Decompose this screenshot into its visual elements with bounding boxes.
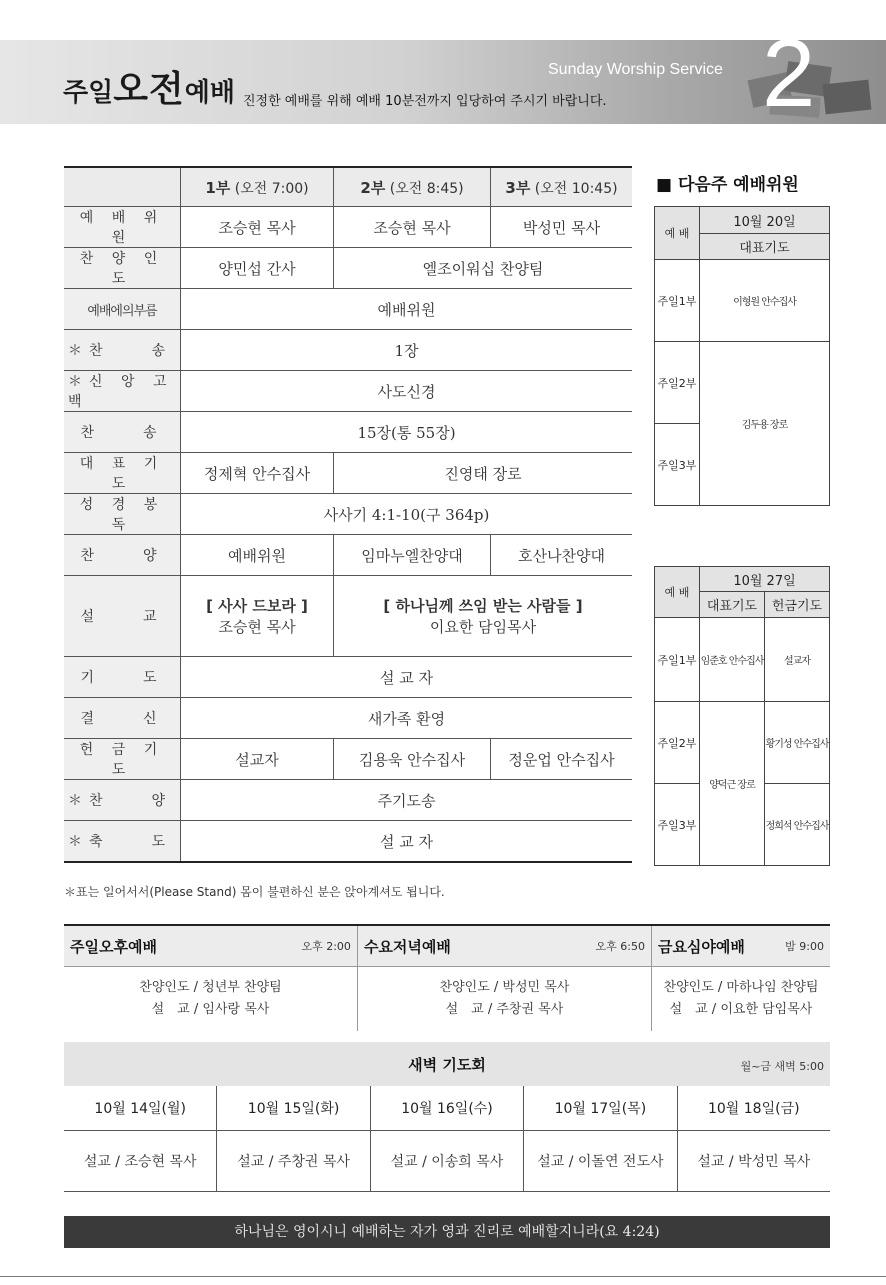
- cell: 사도신경: [181, 371, 633, 412]
- date-head: 10월 20일: [700, 207, 830, 234]
- title-main: 오전: [113, 69, 185, 110]
- table-row: [64, 739, 632, 780]
- service-name: 수요저녁예배: [357, 925, 541, 967]
- service-line: 설 교 / 임사랑 목사: [151, 1002, 270, 1017]
- services-header-row: [64, 925, 830, 967]
- next-week-table-1: [654, 206, 830, 506]
- service-line: 찬양인도 / 마하나임 찬양팀: [663, 980, 819, 995]
- cell: 주기도송: [181, 780, 633, 821]
- header-service-3: 3부 (오전 10:45): [491, 167, 633, 207]
- title-suffix: 예배: [184, 78, 236, 108]
- table-row: [64, 821, 632, 863]
- cell: 정운업 안수집사: [491, 739, 633, 780]
- worship-order-table: [64, 166, 632, 863]
- row-label: 찬 양 인 도: [64, 248, 181, 289]
- table-row: [64, 698, 632, 739]
- cell: 새가족 환영: [181, 698, 633, 739]
- dawn-preacher: 설교 / 이송희 목사: [370, 1131, 523, 1192]
- assignee: 황기성 안수집사: [765, 702, 830, 784]
- row-label: 성 경 봉 독: [64, 494, 181, 535]
- row-label: 헌 금 기 도: [64, 739, 181, 780]
- service-time: 오후 6:50: [541, 925, 651, 967]
- stand-note: ＊표는 일어서서(Please Stand) 몸이 불편하신 분은 앉아계셔도 됩니다.: [64, 885, 445, 899]
- cell: 조승현 목사: [334, 207, 491, 248]
- table-row: [64, 453, 632, 494]
- service-name: 주일오후예배: [64, 925, 247, 967]
- dawn-date: 10월 18일(금): [677, 1086, 830, 1131]
- table-row: [64, 780, 632, 821]
- cell: 사사기 4:1-10(구 364p): [181, 494, 633, 535]
- service-time: 오후 2:00: [247, 925, 357, 967]
- row-label: ＊신 앙 고 백: [64, 371, 181, 412]
- dawn-date-row: [64, 1086, 830, 1131]
- dawn-prayer-table: [64, 1086, 830, 1192]
- row-label: ＊찬 양: [64, 780, 181, 821]
- service-name: 금요심야예배: [651, 925, 772, 967]
- service-detail: [651, 967, 830, 1032]
- page-title: [63, 70, 235, 116]
- other-services-table: [64, 924, 830, 1031]
- cell: 김용욱 안수집사: [334, 739, 491, 780]
- row-label: 대 표 기 도: [64, 453, 181, 494]
- dawn-preacher-row: [64, 1131, 830, 1192]
- header-service-2: 2부 (오전 8:45): [334, 167, 491, 207]
- header-service-1: 1부 (오전 7:00): [181, 167, 334, 207]
- cell: 예배위원: [181, 289, 633, 330]
- role-head: 대표기도: [700, 592, 765, 618]
- role-head: 헌금기도: [765, 592, 830, 618]
- service-detail: [64, 967, 357, 1032]
- next-week-title: ■ 다음주 예배위원: [656, 175, 799, 195]
- cell: 예배위원: [181, 535, 334, 576]
- dawn-preacher: 설교 / 조승현 목사: [83, 1154, 197, 1170]
- table-row: [64, 535, 632, 576]
- bible-verse-banner: 하나님은 영이시니 예배하는 자가 영과 진리로 예배할지니라(요 4:24): [64, 1216, 830, 1248]
- role-head: 대표기도: [700, 234, 830, 260]
- header-blank: [64, 167, 181, 207]
- service-label: 주일1부: [655, 260, 700, 342]
- row-label: 찬 송: [64, 412, 181, 453]
- table-row: [64, 494, 632, 535]
- row-label: ＊찬 송: [64, 330, 181, 371]
- table-row: [64, 207, 632, 248]
- cell: 임마누엘찬양대: [334, 535, 491, 576]
- service-line: 설 교 / 이요한 담임목사: [669, 1002, 813, 1017]
- bottom-divider: [0, 1276, 886, 1277]
- service-detail: [357, 967, 651, 1032]
- cell: 1장: [181, 330, 633, 371]
- assignee: 설교자: [765, 618, 830, 702]
- cell: 조승현 목사: [181, 207, 334, 248]
- row-label: 기 도: [64, 657, 181, 698]
- row-label: 예배에의부름: [64, 289, 181, 330]
- next-week-table-2: [654, 566, 830, 866]
- assignee: 양덕근 장로: [700, 702, 765, 866]
- sermon-title-1: [ 사사 드보라 ]: [206, 597, 308, 615]
- assignee: 이형원 안수집사: [700, 260, 830, 342]
- column-head: 예 배: [655, 567, 700, 618]
- cell: 엘조이워십 찬양팀: [334, 248, 633, 289]
- service-label: 주일2부: [655, 342, 700, 424]
- row-label: 예 배 위 원: [64, 207, 181, 248]
- title-prefix: 주일: [63, 78, 114, 108]
- table-row: [64, 248, 632, 289]
- sermon-preacher-23: 이요한 담임목사: [429, 618, 537, 636]
- service-label: 주일2부: [655, 702, 700, 784]
- service-label: 주일3부: [655, 784, 700, 866]
- assignee: 김두용 장로: [700, 342, 830, 506]
- row-label: 찬 양: [64, 535, 181, 576]
- assignee: 정희석 안수집사: [765, 784, 830, 866]
- table-row: [64, 371, 632, 412]
- cell: [181, 576, 334, 657]
- row-label: 결 신: [64, 698, 181, 739]
- service-time: 밤 9:00: [772, 925, 830, 967]
- cell: 설교자: [181, 739, 334, 780]
- table-row: [64, 289, 632, 330]
- sermon-title-23: [ 하나님께 쓰임 받는 사람들 ]: [383, 597, 583, 615]
- cell: [334, 576, 633, 657]
- row-label: ＊축 도: [64, 821, 181, 863]
- service-label: 주일3부: [655, 424, 700, 506]
- dawn-preacher: 설교 / 박성민 목사: [677, 1131, 830, 1192]
- row-label: 설 교: [64, 576, 181, 657]
- english-title: Sunday Worship Service: [548, 61, 723, 78]
- service-line: 찬양인도 / 박성민 목사: [439, 980, 570, 995]
- cell: 양민섭 간사: [181, 248, 334, 289]
- table-row: [64, 657, 632, 698]
- table-row: [64, 576, 632, 657]
- cell: 설 교 자: [181, 657, 633, 698]
- service-line: 찬양인도 / 청년부 찬양팀: [139, 980, 282, 995]
- page-number: 2: [762, 20, 816, 127]
- cell: 정제혁 안수집사: [181, 453, 334, 494]
- service-label: 주일1부: [655, 618, 700, 702]
- date-head: 10월 27일: [700, 567, 830, 592]
- dawn-date: 10월 15일(화): [217, 1086, 370, 1131]
- sermon-preacher-1: 조승현 목사: [218, 618, 296, 636]
- cell: 진영태 장로: [334, 453, 633, 494]
- dawn-date: 10월 17일(목): [524, 1086, 677, 1131]
- table-row: [64, 330, 632, 371]
- cell: 설 교 자: [181, 821, 633, 863]
- services-body-row: [64, 967, 830, 1032]
- assignee: 임준호 안수집사: [700, 618, 765, 702]
- dawn-preacher: 설교 / 주창권 목사: [217, 1131, 370, 1192]
- table-row: [64, 412, 632, 453]
- table-header-row: [64, 167, 632, 207]
- cell: 15장(통 55장): [181, 412, 633, 453]
- column-head: 예 배: [655, 207, 700, 260]
- cell: 박성민 목사: [491, 207, 633, 248]
- dawn-preacher: 설교 / 이돌연 전도사: [524, 1131, 677, 1192]
- dawn-prayer-time: 월~금 새벽 5:00: [740, 1060, 824, 1073]
- arrival-note: 진정한 예배를 위해 예배 10분전까지 입당하여 주시기 바랍니다.: [243, 94, 607, 109]
- dawn-date: 10월 14일(월): [64, 1086, 217, 1131]
- dawn-date: 10월 16일(수): [370, 1086, 523, 1131]
- dawn-prayer-title: 새벽 기도회: [408, 1056, 486, 1074]
- cell: 호산나찬양대: [491, 535, 633, 576]
- service-line: 설 교 / 주창권 목사: [445, 1002, 564, 1017]
